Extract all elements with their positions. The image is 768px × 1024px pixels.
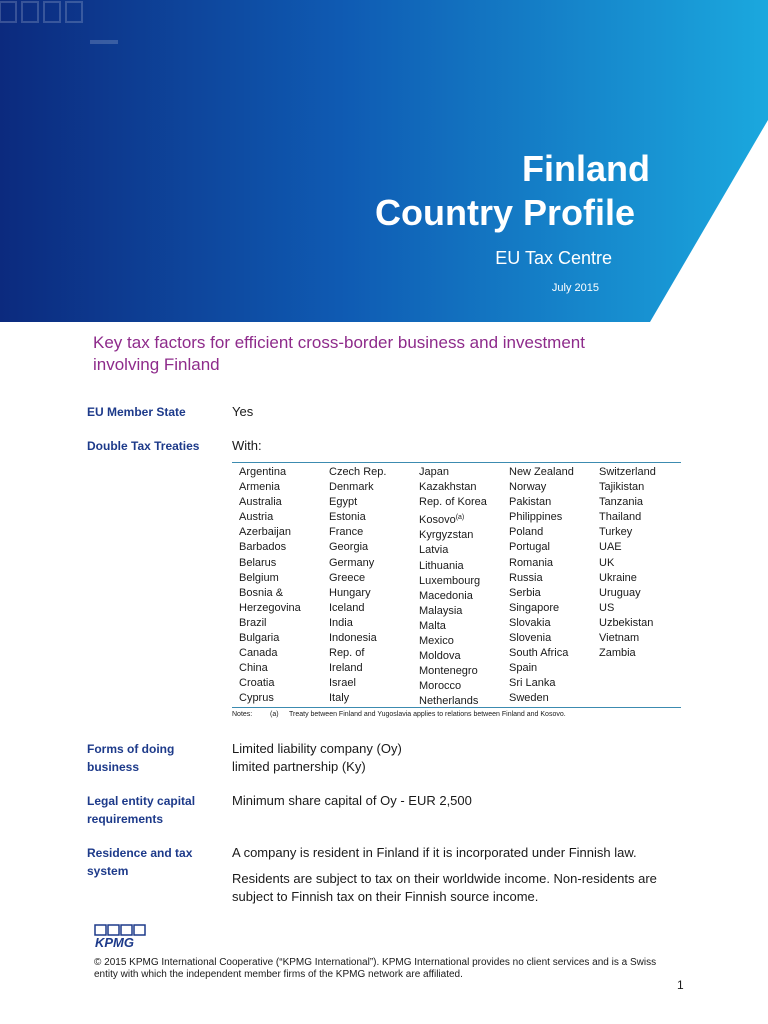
residence-label (87, 844, 192, 880)
treaty-country: Lithuania (419, 559, 464, 572)
treaty-country: Argentina (239, 466, 287, 478)
treaty-country: Vietnam (599, 632, 640, 645)
treaty-country: Rep. of (329, 647, 365, 660)
notes-marker: (a) (270, 711, 279, 718)
notes-text: Treaty between Finland and Yugoslavia applies to relations between Finland and Kosovo. (289, 711, 566, 718)
title-country-profile: Country Profile (374, 192, 635, 233)
treaty-country: Ireland (329, 662, 363, 675)
hero-banner (0, 0, 768, 322)
forms-label-line1: Forms of doing (87, 742, 175, 756)
treaty-country: Luxembourg (419, 574, 481, 587)
forms-value-line2: limited partnership (Ky) (232, 759, 366, 774)
forms-label (87, 740, 174, 776)
treaty-country: Australia (239, 496, 282, 509)
treaty-country: Malta (419, 619, 446, 632)
treaty-country: Azerbaijan (239, 526, 291, 539)
capital-label (87, 792, 195, 828)
treaty-country: Greece (329, 571, 366, 584)
treaty-country: Italy (329, 692, 350, 705)
copyright-line1: © 2015 KPMG International Cooperative (“KPMG International”). KPMG International provides no client services and is a Swiss (94, 957, 657, 968)
residence-label-line2: system (87, 864, 129, 878)
treaty-country: Cyprus (239, 692, 274, 705)
title-finland: Finland (522, 148, 650, 189)
treaties-intro: With: (232, 438, 262, 453)
treaty-country: Tajikistan (599, 481, 645, 494)
treaty-column-4 (509, 465, 574, 707)
treaty-country: Turkey (599, 526, 633, 539)
residence-label-line1: Residence and tax (87, 846, 193, 860)
eu-member-label: EU Member State (87, 405, 186, 419)
kpmg-watermark-icon (0, 0, 120, 50)
treaty-country: Malaysia (419, 604, 463, 617)
treaty-country: US (599, 601, 615, 614)
forms-label-line2: business (87, 760, 140, 774)
treaty-country: Estonia (329, 511, 366, 524)
publication-date: July 2015 (551, 282, 599, 294)
treaty-country: Hungary (329, 586, 371, 599)
treaty-country: Serbia (509, 586, 541, 599)
treaty-country: Austria (239, 511, 274, 524)
treaty-country: Georgia (329, 541, 369, 554)
treaty-country: Uzbekistan (599, 616, 654, 629)
treaty-country: Herzegovina (239, 601, 301, 614)
forms-value-line1: Limited liability company (Oy) (232, 741, 402, 756)
residence-para2-line1: Residents are subject to tax on their worldwide income. Non-residents are (232, 871, 657, 886)
treaty-country: Pakistan (509, 496, 552, 509)
treaty-country: UK (599, 556, 615, 569)
treaty-country: Netherlands (419, 695, 479, 708)
treaty-country: Canada (239, 647, 278, 660)
treaty-country: Sweden (509, 692, 549, 705)
treaty-country: Denmark (329, 481, 374, 494)
treaty-country: Switzerland (599, 466, 656, 478)
treaty-country: UAE (599, 541, 622, 554)
treaty-country: Kazakhstan (419, 481, 477, 494)
treaty-table (232, 462, 681, 708)
kpmg-logo (94, 924, 150, 950)
treaty-country: Kosovo (419, 514, 456, 527)
residence-para2-line2: subject to Finnish tax on their Finnish source income. (232, 889, 539, 904)
treaty-country: Macedonia (419, 589, 473, 602)
treaty-country: Indonesia (329, 632, 377, 645)
treaty-country: Uruguay (599, 586, 641, 599)
treaty-country: Slovenia (509, 632, 552, 645)
treaty-country: Sri Lanka (509, 677, 556, 690)
treaty-country: Bulgaria (239, 632, 280, 645)
copyright-notice (94, 957, 694, 981)
capital-label-line1: Legal entity capital (87, 794, 196, 808)
treaty-country: Mexico (419, 635, 454, 648)
treaty-country: Armenia (239, 481, 280, 494)
treaty-country: Spain (509, 662, 538, 675)
treaty-country: Montenegro (419, 665, 478, 678)
treaty-column-2 (329, 465, 386, 707)
treaty-country: Belarus (239, 556, 277, 569)
treaty-country: Morocco (419, 680, 462, 693)
treaty-country: Barbados (239, 541, 287, 554)
note-marker: (a) (455, 514, 465, 522)
page-number: 1 (677, 978, 684, 992)
treaty-country: Iceland (329, 601, 365, 614)
treaty-country: Tanzania (599, 496, 644, 509)
copyright-line2: entity with which the independent member firms of the KPMG network are affiliated. (94, 969, 463, 980)
subtitle: EU Tax Centre (495, 248, 612, 268)
treaty-country: Slovakia (509, 616, 551, 629)
treaty-country: South Africa (509, 647, 569, 660)
treaties-label: Double Tax Treaties (87, 439, 200, 453)
treaty-country: Russia (509, 571, 543, 584)
treaty-country-kosovo (419, 510, 487, 528)
treaty-country: Zambia (599, 647, 636, 660)
notes-label: Notes: (232, 711, 253, 718)
treaty-country: Czech Rep. (329, 466, 387, 478)
treaty-country: Rep. of Korea (419, 496, 487, 509)
treaty-country: Latvia (419, 544, 449, 557)
treaty-country: Poland (509, 526, 544, 539)
treaty-country: Belgium (239, 571, 279, 584)
treaty-country: Germany (329, 556, 375, 569)
treaty-country: Kyrgyzstan (419, 529, 474, 542)
treaty-country: Ukraine (599, 571, 637, 584)
treaty-country: Bosnia & (239, 586, 284, 599)
treaty-country: Portugal (509, 541, 550, 554)
treaty-country: Japan (419, 466, 449, 478)
forms-value (232, 740, 402, 776)
treaty-country: Croatia (239, 677, 275, 690)
capital-value: Minimum share capital of Oy - EUR 2,500 (232, 793, 472, 808)
treaty-country: Brazil (239, 616, 267, 629)
treaty-country: New Zealand (509, 466, 574, 478)
kpmg-logo-text: KPMG (95, 935, 134, 950)
treaty-country: France (329, 526, 364, 539)
treaty-country: China (239, 662, 268, 675)
treaty-country: Egypt (329, 496, 358, 509)
treaty-notes (232, 711, 566, 718)
treaty-country: Israel (329, 677, 356, 690)
treaty-country: India (329, 616, 353, 629)
treaty-country: Philippines (509, 511, 563, 524)
eu-member-value: Yes (232, 404, 254, 419)
residence-para1: A company is resident in Finland if it is incorporated under Finnish law. (232, 845, 637, 860)
capital-label-line2: requirements (87, 812, 164, 826)
section-heading: Key tax factors for efficient cross-border business and investment involving Finland (93, 333, 585, 374)
treaty-column-5 (599, 465, 656, 661)
treaty-country: Moldova (419, 650, 461, 663)
treaty-country: Thailand (599, 511, 642, 524)
treaty-country: Romania (509, 556, 554, 569)
treaty-column-1 (239, 465, 301, 707)
treaty-column-3 (419, 465, 487, 710)
residence-para2 (232, 870, 657, 906)
treaty-country: Norway (509, 481, 547, 494)
treaty-country: Singapore (509, 601, 560, 614)
